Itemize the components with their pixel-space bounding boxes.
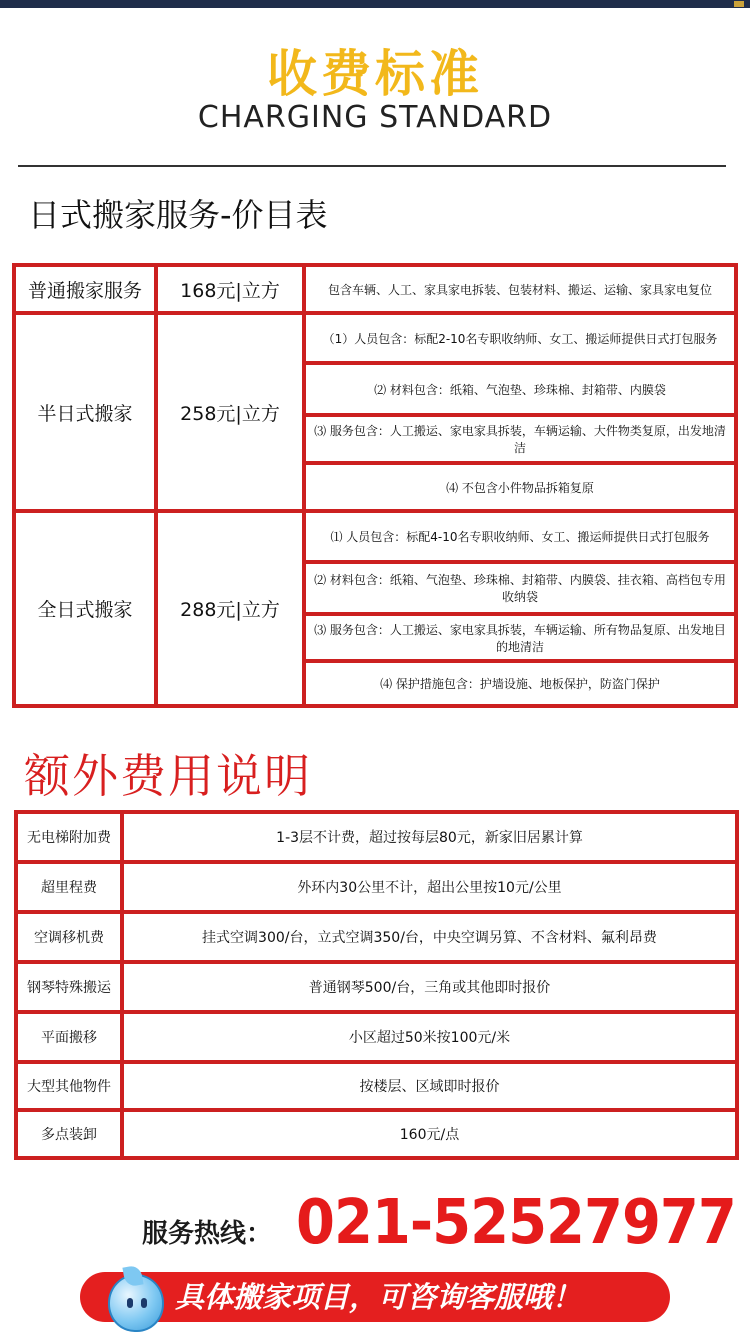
- hotline-number[interactable]: 021-52527977: [296, 1186, 736, 1259]
- page-title: 收费标准: [267, 45, 483, 103]
- fee-name: 超里程费: [16, 862, 122, 912]
- fee-desc: 160元/点: [122, 1110, 737, 1158]
- fee-desc: 挂式空调300/台，立式空调350/台，中央空调另算、不含材料、氟利昂费: [122, 912, 737, 962]
- fee-desc: 按楼层、区域即时报价: [122, 1062, 737, 1110]
- top-bar-accent: [734, 1, 744, 7]
- banner-text: 具体搬家项目，可咨询客服哦！: [175, 1280, 582, 1314]
- price-row-name: 普通搬家服务: [14, 265, 156, 313]
- price-row-detail: （1）人员包含：标配2-10名专职收纳师、女工、搬运师提供日式打包服务: [304, 313, 736, 363]
- price-row-detail: ⑵ 材料包含：纸箱、气泡垫、珍珠棉、封箱带、内膜袋: [304, 363, 736, 415]
- extra-fees-title: 额外费用说明: [24, 749, 312, 803]
- water-drop-mascot-icon: [108, 1274, 164, 1332]
- price-row-detail: ⑷ 保护措施包含：护墙设施、地板保护，防盗门保护: [304, 661, 736, 706]
- top-bar: [0, 0, 750, 8]
- price-row-detail: ⑷ 不包含小件物品拆箱复原: [304, 463, 736, 511]
- hotline-label: 服务热线：: [142, 1219, 273, 1249]
- mascot-tip: [122, 1265, 143, 1288]
- fee-name: 平面搬移: [16, 1012, 122, 1062]
- price-row-detail: ⑵ 材料包含：纸箱、气泡垫、珍珠棉、封箱带、内膜袋、挂衣箱、高档包专用收纳袋: [304, 562, 736, 614]
- price-table-title: 日式搬家服务-价目表: [28, 196, 328, 234]
- fee-desc: 小区超过50米按100元/米: [122, 1012, 737, 1062]
- price-row-price: 258元|立方: [156, 313, 304, 511]
- fee-desc: 普通钢琴500/台，三角或其他即时报价: [122, 962, 737, 1012]
- price-row-detail: 包含车辆、人工、家具家电拆装、包装材料、搬运、运输、家具家电复位: [304, 265, 736, 313]
- mascot-eye: [127, 1298, 133, 1308]
- page-subtitle: CHARGING STANDARD: [197, 100, 553, 135]
- fee-name: 空调移机费: [16, 912, 122, 962]
- price-row-name: 半日式搬家: [14, 313, 156, 511]
- price-row-detail: ⑶ 服务包含：人工搬运、家电家具拆装，车辆运输、大件物类复原，出发地清洁: [304, 415, 736, 463]
- price-row-price: 168元|立方: [156, 265, 304, 313]
- price-row-detail: ⑶ 服务包含：人工搬运、家电家具拆装，车辆运输、所有物品复原、出发地目的地清洁: [304, 614, 736, 661]
- price-row-detail: ⑴ 人员包含：标配4-10名专职收纳师、女工、搬运师提供日式打包服务: [304, 511, 736, 562]
- fee-desc: 外环内30公里不计，超出公里按10元/公里: [122, 862, 737, 912]
- fee-desc: 1-3层不计费，超过按每层80元，新家旧居累计算: [122, 812, 737, 862]
- fee-name: 钢琴特殊搬运: [16, 962, 122, 1012]
- contact-banner[interactable]: [80, 1272, 670, 1322]
- mascot-eye: [141, 1298, 147, 1308]
- fee-name: 多点装卸: [16, 1110, 122, 1158]
- fee-name: 无电梯附加费: [16, 812, 122, 862]
- fee-name: 大型其他物件: [16, 1062, 122, 1110]
- price-row-name: 全日式搬家: [14, 511, 156, 706]
- price-row-price: 288元|立方: [156, 511, 304, 706]
- divider: [18, 165, 726, 167]
